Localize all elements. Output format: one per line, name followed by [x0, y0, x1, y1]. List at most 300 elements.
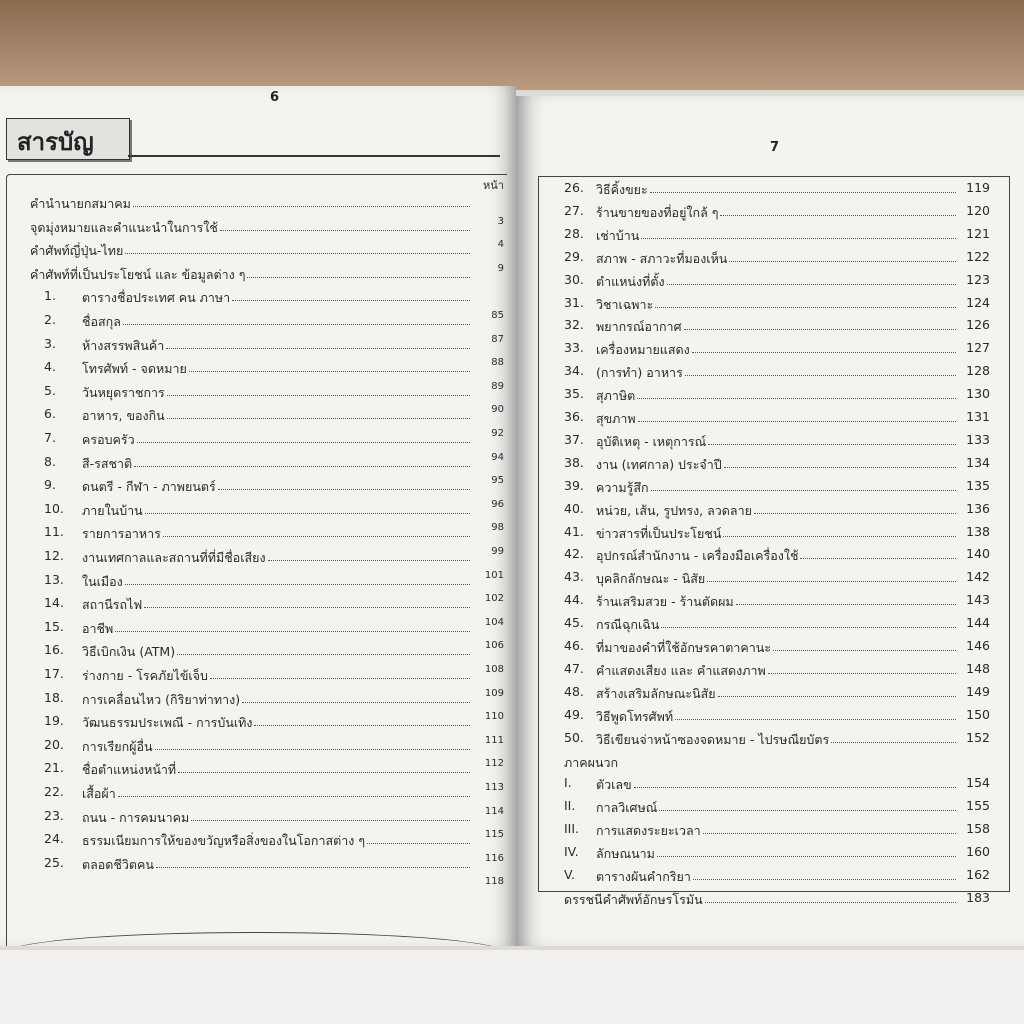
toc-entry-label: ครอบครัว: [82, 432, 135, 447]
toc-entry-page: 92: [491, 428, 504, 439]
toc-entry-page: 140: [966, 546, 990, 562]
page-title: สารบัญ: [17, 128, 94, 156]
leader-dots: [705, 902, 956, 903]
toc-entry-number: 49.: [564, 706, 584, 722]
toc-entry-label: ร้านขายของที่อยู่ใกล้ ๆ: [596, 204, 719, 220]
toc-entry-number: 23.: [44, 807, 64, 823]
toc-entry-page: 128: [966, 363, 990, 379]
toc-entry: [30, 498, 504, 523]
toc-entry-number: 18.: [44, 689, 64, 705]
toc-entry-number: 42.: [564, 546, 584, 562]
toc-entry: [564, 638, 990, 660]
toc-entry-number: III.: [564, 821, 580, 837]
toc-entry-page: 124: [966, 294, 990, 310]
toc-entry: [564, 775, 990, 797]
toc-entry-page: 158: [966, 821, 990, 837]
toc-entry-page: 102: [484, 593, 504, 605]
toc-entry-page: 94: [491, 451, 504, 463]
toc-entry-label: รายการอาหาร: [82, 526, 161, 542]
toc-entry: [30, 406, 504, 428]
toc-entry-label: สร้างเสริมลักษณะนิสัย: [596, 685, 716, 701]
toc-entry-label: เช่าบ้าน: [596, 227, 640, 243]
toc-entry-page: 123: [966, 271, 990, 287]
toc-entry-page: 108: [484, 664, 504, 675]
leader-dots: [232, 300, 470, 301]
toc-entry-page: 98: [491, 522, 504, 534]
leader-dots: [123, 324, 470, 325]
toc-entry-page: 149: [966, 683, 990, 699]
toc-entry-page: 138: [966, 523, 990, 539]
toc-entry-number: 21.: [44, 760, 64, 776]
toc-entry: [30, 642, 504, 664]
toc-entry-number: 43.: [564, 569, 584, 585]
toc-entry: [30, 477, 504, 499]
toc-entry: [564, 867, 990, 889]
toc-entry-number: 41.: [564, 523, 584, 539]
leader-dots: [268, 560, 470, 561]
toc-entry-number: 39.: [564, 477, 584, 493]
toc-entry-label: การเรียกผู้อื่น: [82, 738, 153, 754]
leader-dots: [685, 375, 956, 376]
toc-entry: [564, 524, 990, 546]
toc-entry-label: ธรรมเนียมการให้ของขวัญหรือสิ่งของในโอกาสต่าง ๆ: [82, 833, 366, 849]
toc-entry: [30, 616, 504, 641]
toc-entry-number: 24.: [44, 831, 64, 847]
toc-entry: [30, 784, 504, 806]
toc-entry-page: 101: [484, 569, 504, 581]
toc-entry-label: (การทำ) อาหาร: [596, 365, 683, 381]
leader-dots: [144, 607, 470, 608]
toc-entry: [30, 194, 504, 216]
toc-entry-page: 162: [966, 867, 990, 882]
leader-dots: [650, 192, 956, 193]
toc-entry: [564, 501, 990, 523]
toc-entry-label: ถนน - การคมนาคม: [82, 809, 190, 825]
toc-entry-label: สุภาษิต: [596, 388, 636, 404]
toc-entry-page: 120: [966, 202, 990, 218]
leader-dots: [133, 206, 470, 207]
leader-dots: [659, 810, 956, 811]
toc-entry-number: 19.: [44, 713, 64, 729]
toc-entry-label: การแสดงระยะเวลา: [596, 823, 701, 839]
toc-entry-page: 88: [491, 357, 504, 369]
leader-dots: [125, 253, 470, 254]
toc-entry: [30, 430, 504, 452]
toc-entry-label: ตลอดชีวิตคน: [82, 856, 154, 872]
toc-entry-page: 109: [484, 687, 504, 699]
toc-entry-number: 10.: [44, 500, 64, 516]
toc-entry-label: วันหยุดราชการ: [82, 384, 165, 400]
toc-entry-number: 35.: [564, 386, 584, 402]
right-page: [516, 96, 1024, 946]
toc-entry-page: 135: [966, 477, 990, 493]
toc-entry-number: 31.: [564, 294, 584, 310]
title-box: [6, 118, 130, 160]
toc-entry-label: ข่าวสารที่เป็นประโยชน์: [596, 525, 722, 541]
leader-dots: [708, 444, 956, 445]
toc-entry-page: 114: [484, 805, 504, 817]
leader-dots: [163, 536, 470, 537]
toc-entry: [30, 666, 504, 688]
toc-entry-label: อาหาร, ของกิน: [82, 408, 165, 424]
toc-entry-page: 152: [966, 729, 990, 745]
toc-entry: [564, 890, 990, 912]
toc-entry-number: 9.: [44, 477, 56, 493]
toc-entry: [564, 226, 990, 248]
background-bottom: [0, 950, 1024, 1024]
toc-entry-page: 133: [966, 431, 990, 447]
toc-entry: [564, 821, 990, 843]
toc-entry-number: 2.: [44, 312, 56, 327]
toc-entry-number: I.: [564, 775, 572, 791]
toc-entry-page: 116: [484, 852, 504, 864]
toc-entry: [564, 844, 990, 866]
toc-entry-number: 44.: [564, 592, 584, 608]
leader-dots: [831, 742, 956, 743]
toc-entry-number: 34.: [564, 363, 584, 379]
toc-entry-label: วิธีคิ้งขยะ: [596, 182, 648, 197]
toc-entry-label: ร้านเสริมสวย - ร้านตัดผม: [596, 594, 734, 610]
toc-entry: [564, 340, 990, 362]
toc-entry-label: ความรู้สึก: [596, 479, 649, 495]
leader-dots: [667, 284, 956, 285]
toc-entry: [564, 661, 990, 683]
toc-entry-label: วิธีเบิกเงิน (ATM): [82, 644, 176, 660]
toc-entry: [30, 595, 504, 617]
toc-entry: [30, 333, 504, 358]
toc-entry-label: ห้างสรรพสินค้า: [82, 337, 165, 353]
toc-entry-label: ดรรชนีคำศัพท์อักษรโรมัน: [564, 891, 703, 907]
toc-entry-number: 37.: [564, 431, 584, 447]
toc-entry-number: 29.: [564, 248, 584, 264]
toc-entry-number: 26.: [564, 180, 584, 195]
toc-entry-number: 32.: [564, 317, 584, 333]
toc-entry: [30, 878, 504, 900]
toc-entry-label: คำศัพท์ญี่ปุ่น-ไทย: [30, 243, 124, 259]
leader-dots: [177, 654, 470, 655]
toc-entry: [564, 478, 990, 500]
leader-dots: [661, 627, 956, 628]
toc-entry-number: 7.: [44, 430, 56, 445]
leader-dots: [692, 352, 956, 353]
leader-dots: [693, 879, 956, 880]
toc-entry-page: 146: [966, 638, 990, 653]
toc-entry-page: 87: [491, 333, 504, 345]
title-rule: [128, 155, 500, 157]
toc-entry: [564, 707, 990, 729]
toc-entry-number: 38.: [564, 454, 584, 470]
toc-entry-label: ที่มาของคำที่ใช้อักษรคาตาคานะ: [596, 640, 772, 655]
toc-entry-page: 90: [491, 404, 504, 416]
toc-entry-number: 12.: [44, 548, 64, 563]
toc-entry-page: 127: [966, 340, 990, 356]
leader-dots: [145, 513, 470, 514]
toc-entry-label: ดนตรี - กีฬา - ภาพยนตร์: [82, 479, 216, 495]
toc-entry-page: 155: [966, 798, 990, 814]
leader-dots: [167, 418, 470, 419]
toc-entry-number: 40.: [564, 500, 584, 516]
toc-entry-page: 154: [966, 775, 990, 791]
toc-entry-number: 22.: [44, 784, 64, 799]
toc-entry: [30, 805, 504, 830]
toc-entry: [564, 272, 990, 294]
leader-dots: [115, 631, 470, 632]
toc-entry-page: 126: [966, 317, 990, 333]
leader-dots: [134, 466, 470, 467]
toc-entry-number: 20.: [44, 736, 64, 752]
leader-dots: [166, 348, 470, 349]
leader-dots: [156, 867, 470, 868]
toc-entry: [564, 180, 990, 202]
toc-entry: [30, 288, 504, 310]
toc-entry: [30, 831, 504, 853]
leader-dots: [155, 749, 470, 750]
toc-entry-label: ชื่อตำแหน่งหน้าที่: [82, 762, 177, 778]
toc-entry-page: 3: [497, 215, 504, 227]
toc-entry-number: IV.: [564, 844, 579, 860]
left-page: [0, 86, 516, 946]
leader-dots: [707, 581, 956, 582]
toc-entry-page: 99: [491, 546, 504, 557]
toc-entry-page: 113: [484, 782, 504, 793]
toc-entry: [564, 363, 990, 385]
toc-entry: [30, 852, 504, 877]
leader-dots: [723, 536, 956, 537]
leader-dots: [638, 421, 956, 422]
leader-dots: [655, 307, 956, 308]
toc-entry-number: 3.: [44, 335, 56, 351]
toc-entry-label: ภายในบ้าน: [82, 502, 143, 518]
toc-entry-label: ตารางผันคำกริยา: [596, 869, 691, 884]
leader-dots: [178, 772, 470, 773]
toc-entry-label: คำนำนายกสมาคม: [30, 196, 131, 211]
leader-dots: [641, 238, 956, 239]
toc-entry-label: อาชีพ: [82, 620, 114, 636]
leader-dots: [724, 467, 956, 468]
toc-entry-page: 4: [497, 239, 504, 251]
toc-entry-number: 13.: [44, 571, 64, 587]
toc-entry-number: 25.: [44, 854, 64, 870]
toc-entry: [564, 615, 990, 637]
toc-entry-page: 136: [966, 500, 990, 516]
toc-entry-label: คำแสดงเสียง และ คำแสดงภาพ: [596, 662, 766, 678]
leader-dots: [720, 215, 956, 216]
page-column-header: หน้า: [483, 179, 504, 192]
toc-entry-label: สภาพ - สภาวะที่มองเห็น: [596, 250, 728, 266]
toc-entry-page: 95: [491, 475, 504, 487]
leader-dots: [651, 490, 956, 491]
toc-entry-label: จุดมุ่งหมายและคำแนะนำในการใช้: [30, 219, 218, 235]
leader-dots: [773, 650, 956, 651]
toc-entry-page: 85: [491, 310, 504, 321]
toc-entry-number: 8.: [44, 453, 56, 469]
toc-entry-page: 131: [966, 409, 990, 424]
toc-entry-label: วิธีเขียนจ่าหน้าซองจดหมาย - ไปรษณียบัตร: [596, 731, 830, 747]
toc-entry-label: ตารางชื่อประเทศ คน ภาษา: [82, 290, 231, 306]
toc-entry-label: เครื่องหมายแสดง: [596, 342, 690, 358]
toc-entry-label: วิธีพูดโทรศัพท์: [596, 708, 674, 724]
toc-entry-number: 6.: [44, 406, 56, 422]
toc-entry-label: กรณีฉุกเฉิน: [596, 617, 660, 633]
toc-entry-number: 36.: [564, 409, 584, 424]
toc-entry-number: 27.: [564, 202, 584, 218]
toc-entry-label: ภาคผนวก: [564, 754, 619, 770]
toc-entry-label: ร่างกาย - โรคภัยไข้เจ็บ: [82, 668, 208, 683]
toc-entry-number: 45.: [564, 615, 584, 631]
toc-entry: [564, 317, 990, 339]
toc-entry: [30, 569, 504, 594]
toc-entry: [564, 455, 990, 477]
leader-dots: [254, 725, 470, 726]
toc-entry-page: 106: [484, 640, 504, 652]
toc-entry: [30, 713, 504, 735]
toc-entry-page: 160: [966, 844, 990, 860]
toc-entry-number: II.: [564, 798, 576, 814]
leader-dots: [242, 702, 470, 703]
toc-entry-label: เสื้อผ้า: [82, 786, 116, 801]
leader-dots: [675, 719, 956, 720]
leader-dots: [189, 371, 470, 372]
leader-dots: [637, 398, 956, 399]
toc-entry-number: 50.: [564, 729, 584, 745]
toc-entry-page: 142: [966, 569, 990, 585]
toc-entry-label: บุคลิกลักษณะ - นิสัย: [596, 571, 706, 587]
toc-entry-label: วิชาเฉพาะ: [596, 296, 654, 312]
toc-entry-number: V.: [564, 867, 575, 882]
toc-entry: [564, 295, 990, 317]
toc-entry: [30, 215, 504, 240]
toc-entry-page: 143: [966, 592, 990, 608]
leader-dots: [754, 513, 956, 514]
toc-entry-number: 47.: [564, 660, 584, 676]
toc-entry: [564, 684, 990, 706]
page-number: 7: [770, 140, 780, 155]
toc-entry-label: สี-รสชาติ: [82, 455, 133, 471]
toc-entry-page: 144: [966, 615, 990, 631]
toc-entry: [30, 312, 504, 334]
toc-entry-label: กาลวิเศษณ์: [596, 800, 658, 816]
toc-entry-number: 48.: [564, 683, 584, 699]
toc-entry: [30, 451, 504, 476]
leader-dots: [247, 277, 470, 278]
toc-entry: [564, 386, 990, 408]
toc-entry: [564, 569, 990, 591]
toc-entry: [30, 524, 504, 546]
page-number: 6: [270, 90, 280, 105]
toc-entry-page: 150: [966, 706, 990, 722]
toc-entry: [564, 546, 990, 568]
toc-entry: [564, 730, 990, 752]
toc-entry-label: ชื่อสกุล: [82, 314, 121, 329]
toc-entry: [564, 409, 990, 431]
toc-entry-number: 30.: [564, 271, 584, 287]
leader-dots: [220, 230, 470, 231]
toc-entry-number: 15.: [44, 618, 64, 634]
toc-entry-page: 110: [484, 711, 504, 723]
toc-entry-label: โทรศัพท์ - จดหมาย: [82, 361, 187, 377]
leader-dots: [800, 558, 956, 559]
leader-dots: [167, 395, 470, 396]
toc-entry: [30, 760, 504, 782]
toc-entry-label: ตำแหน่งที่ตั้ง: [596, 273, 665, 289]
leader-dots: [191, 820, 470, 821]
toc-entry-page: 183: [966, 889, 990, 905]
toc-entry-page: 119: [966, 180, 990, 195]
leader-dots: [703, 833, 956, 834]
leader-dots: [729, 261, 956, 262]
toc-entry-page: 121: [966, 225, 990, 241]
toc-entry-number: 14.: [44, 595, 64, 611]
toc-entry-page: 104: [484, 616, 504, 628]
toc-entry-number: 33.: [564, 340, 584, 356]
leader-dots: [137, 442, 470, 443]
toc-entry: [564, 432, 990, 454]
toc-entry-label: งานเทศกาลและสถานที่ที่มีชื่อเสียง: [82, 550, 266, 565]
toc-entry-page: 9: [497, 262, 504, 274]
toc-entry-page: 130: [966, 386, 990, 402]
toc-entry: [30, 548, 504, 570]
toc-entry-label: ในเมือง: [82, 573, 123, 589]
leader-dots: [718, 696, 956, 697]
toc-entry-label: หน่วย, เส้น, รูปทรง, ลวดลาย: [596, 502, 752, 518]
toc-entry: [30, 380, 504, 405]
toc-entry-label: วัฒนธรรมประเพณี - การบันเทิง: [82, 715, 253, 731]
toc-entry-label: งาน (เทศกาล) ประจำปี: [596, 456, 722, 472]
toc-entry-number: 5.: [44, 382, 56, 398]
toc-entry-page: 118: [484, 876, 504, 888]
toc-entry-number: 11.: [44, 524, 64, 540]
toc-entry-label: อุบัติเหตุ - เหตุการณ์: [596, 433, 707, 449]
toc-entry-page: 148: [966, 660, 990, 676]
leader-dots: [367, 843, 470, 844]
toc-entry-page: 111: [484, 734, 504, 746]
toc-entry: [30, 241, 504, 263]
toc-entry-page: 89: [491, 380, 504, 392]
toc-entry-label: การเคลื่อนไหว (กิริยาท่าทาง): [82, 691, 241, 707]
leader-dots: [634, 787, 956, 788]
toc-entry: [564, 798, 990, 820]
toc-entry-page: 115: [484, 829, 504, 841]
toc-entry-page: 122: [966, 248, 990, 264]
toc-entry-number: 17.: [44, 666, 64, 681]
toc-entry-page: 112: [484, 758, 504, 770]
toc-entry-label: ตัวเลข: [596, 777, 632, 793]
leader-dots: [736, 604, 956, 605]
toc-entry: [564, 203, 990, 225]
leader-dots: [684, 329, 956, 330]
toc-entry-label: สถานีรถไฟ: [82, 597, 143, 613]
toc-entry-number: 4.: [44, 359, 56, 375]
toc-entry: [564, 592, 990, 614]
toc-entry-number: 46.: [564, 638, 584, 653]
toc-entry-label: สุขภาพ: [596, 411, 636, 426]
toc-entry-label: พยากรณ์อากาศ: [596, 319, 682, 335]
toc-entry-page: 134: [966, 454, 990, 470]
leader-dots: [218, 489, 470, 490]
toc-entry: [564, 249, 990, 271]
toc-entry-page: 96: [491, 498, 504, 510]
toc-entry-number: 1.: [44, 288, 56, 304]
toc-entry-label: อุปกรณ์สำนักงาน - เครื่องมือเครื่องใช้: [596, 548, 799, 564]
toc-entry-label: ลักษณนาม: [596, 846, 655, 862]
toc-entry: [30, 687, 504, 712]
leader-dots: [118, 796, 470, 797]
leader-dots: [657, 856, 956, 857]
toc-entry: [564, 753, 990, 775]
background-top: [0, 0, 1024, 90]
leader-dots: [768, 673, 956, 674]
toc-entry: [30, 359, 504, 381]
